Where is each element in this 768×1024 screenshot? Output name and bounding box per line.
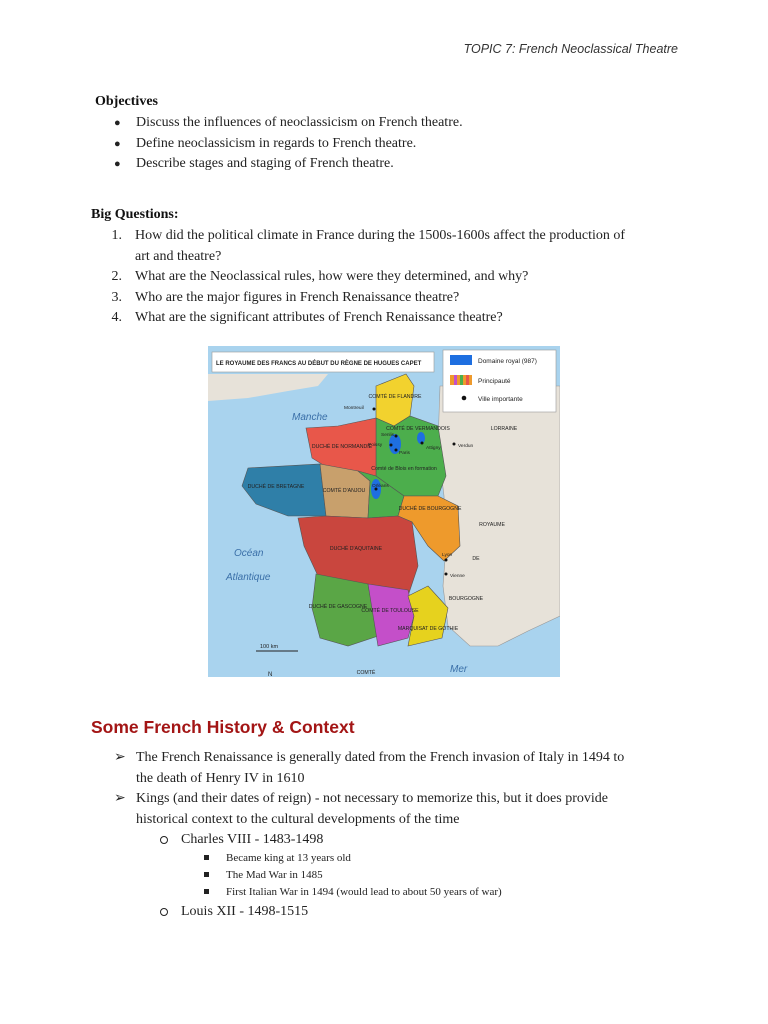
legend-principality-stripe <box>460 375 463 385</box>
city-dot <box>395 449 398 452</box>
bullet-dot-icon: ● <box>114 158 121 170</box>
legend-city-label: Ville importante <box>478 396 523 403</box>
map-label-bourgogne2: BOURGOGNE <box>448 596 484 602</box>
legend-principality-label: Principauté <box>478 378 511 385</box>
map-svg <box>208 346 560 677</box>
city-dot <box>390 444 393 447</box>
bullet-dot-icon: ● <box>114 137 121 150</box>
question-item: 2. What are the Neoclassical rules, how were they determined, and why? <box>111 269 529 284</box>
historical-map <box>208 346 560 677</box>
map-label-mer: Mer <box>450 664 468 675</box>
map-city-senlis: Senlis <box>381 433 395 438</box>
map-city-poissy: Poissy <box>368 443 383 448</box>
king-item: Charles VIII - 1483-1498 <box>160 830 624 851</box>
map-title: LE ROYAUME DES FRANCS AU DÉBUT DU RÈGNE DE HUGUES CAPET <box>216 361 422 367</box>
section-title: Some French History & Context <box>91 717 355 737</box>
bullet-dot-icon: ● <box>114 117 121 129</box>
fact-item: First Italian War in 1494 (would lead to about 50 years of war) <box>204 884 502 901</box>
objective-item: ● Discuss the influences of neoclassicism on French theatre. <box>114 113 463 134</box>
legend-city-dot <box>462 396 467 401</box>
city-dot <box>445 573 448 576</box>
map-label-aquitaine: DUCHÉ D'AQUITAINE <box>329 546 383 552</box>
city-dot <box>395 435 398 438</box>
question-item: 4. What are the significant attributes of French Renaissance theatre? <box>111 310 503 325</box>
fact-item: The Mad War in 1485 <box>204 867 502 884</box>
map-label-flandre: COMTÉ DE FLANDRE <box>368 394 422 400</box>
map-city-verdun: Verdun <box>458 444 474 449</box>
square-bullet-icon <box>204 872 209 877</box>
city-dot <box>453 443 456 446</box>
map-label-ocean: Océan <box>234 548 264 559</box>
king2-list <box>160 902 308 923</box>
map-label-atlantique: Atlantique <box>226 572 271 583</box>
map-scale-label: 100 km <box>260 644 279 650</box>
objective-item: ● Define neoclassicism in regards to French theatre. <box>114 134 463 155</box>
king1-facts-list <box>204 850 502 901</box>
map-label-bourgogne: DUCHÉ DE BOURGOGNE <box>398 506 462 512</box>
map-label-royaume: ROYAUME <box>479 522 505 528</box>
question-item: 3. Who are the major figures in French Renaissance theatre? <box>111 289 460 305</box>
arrow-bullet-icon: ➢ <box>114 791 126 806</box>
map-north-label: N <box>268 672 273 677</box>
map-city-montreuil: Montreuil <box>344 406 364 411</box>
map-label-gothie: MARQUISAT DE GOTHIE <box>397 626 459 632</box>
map-label-toulouse: COMTÉ DE TOULOUSE <box>361 608 419 614</box>
objective-item: ● Describe stages and staging of French theatre. <box>114 154 463 175</box>
objectives-list <box>114 113 463 175</box>
map-city-orleans: Orléans <box>372 484 389 489</box>
question-item: 1. How did the political climate in France during the 1500s-1600s affect the production of art and theatre? <box>111 228 626 264</box>
map-city-vienne: Vienne <box>450 574 465 579</box>
map-label-manche: Manche <box>292 412 328 423</box>
big-questions-list <box>100 226 625 329</box>
map-label-bretagne: DUCHÉ DE BRETAGNE <box>247 484 305 490</box>
city-dot <box>373 408 376 411</box>
fact-item: Became king at 13 years old <box>204 850 502 867</box>
legend-principality-stripe <box>454 375 457 385</box>
king-item: Louis XII - 1498-1515 <box>160 902 308 923</box>
legend-royal-swatch <box>450 355 472 365</box>
map-label-vermandois: COMTÉ DE VERMANDOIS <box>386 426 450 432</box>
city-dot <box>421 442 424 445</box>
context-bullet: ➢ The French Renaissance is generally dated from the French invasion of Italy in 1494 to the death of Henry IV in 1610 <box>114 750 625 786</box>
circle-bullet-icon <box>160 836 168 844</box>
objectives-heading: Objectives <box>95 94 158 109</box>
map-label-lorraine: LORRAINE <box>490 426 518 432</box>
map-label-de: DE <box>472 556 480 562</box>
legend-principality-stripe <box>466 375 469 385</box>
city-dot <box>445 559 448 562</box>
map-city-paris: Paris <box>399 451 410 456</box>
map-label-comte: COMTÉ <box>356 670 376 676</box>
legend-royal-label: Domaine royal (987) <box>478 358 537 365</box>
circle-bullet-icon <box>160 908 168 916</box>
map-label-normandie: DUCHÉ DE NORMANDIE <box>311 444 373 450</box>
big-questions-heading: Big Questions: <box>91 207 179 222</box>
context-list <box>114 748 624 851</box>
context-bullet: ➢ Kings (and their dates of reign) - not necessary to memorize this, but it does provide historical context to the cultural developments of the time <box>114 791 608 827</box>
square-bullet-icon <box>204 855 209 860</box>
square-bullet-icon <box>204 889 209 894</box>
map-city-attigny: Attigny <box>426 446 441 451</box>
map-label-anjou: COMTÉ D'ANJOU <box>322 488 366 494</box>
map-label-gascogne: DUCHÉ DE GASCOGNE <box>308 604 368 610</box>
map-city-lyon: Lyon <box>442 553 453 558</box>
page-header-topic: TOPIC 7: French Neoclassical Theatre <box>463 42 678 56</box>
arrow-bullet-icon: ➢ <box>114 750 126 765</box>
map-label-blois: Comté de Blois en formation <box>371 466 437 472</box>
